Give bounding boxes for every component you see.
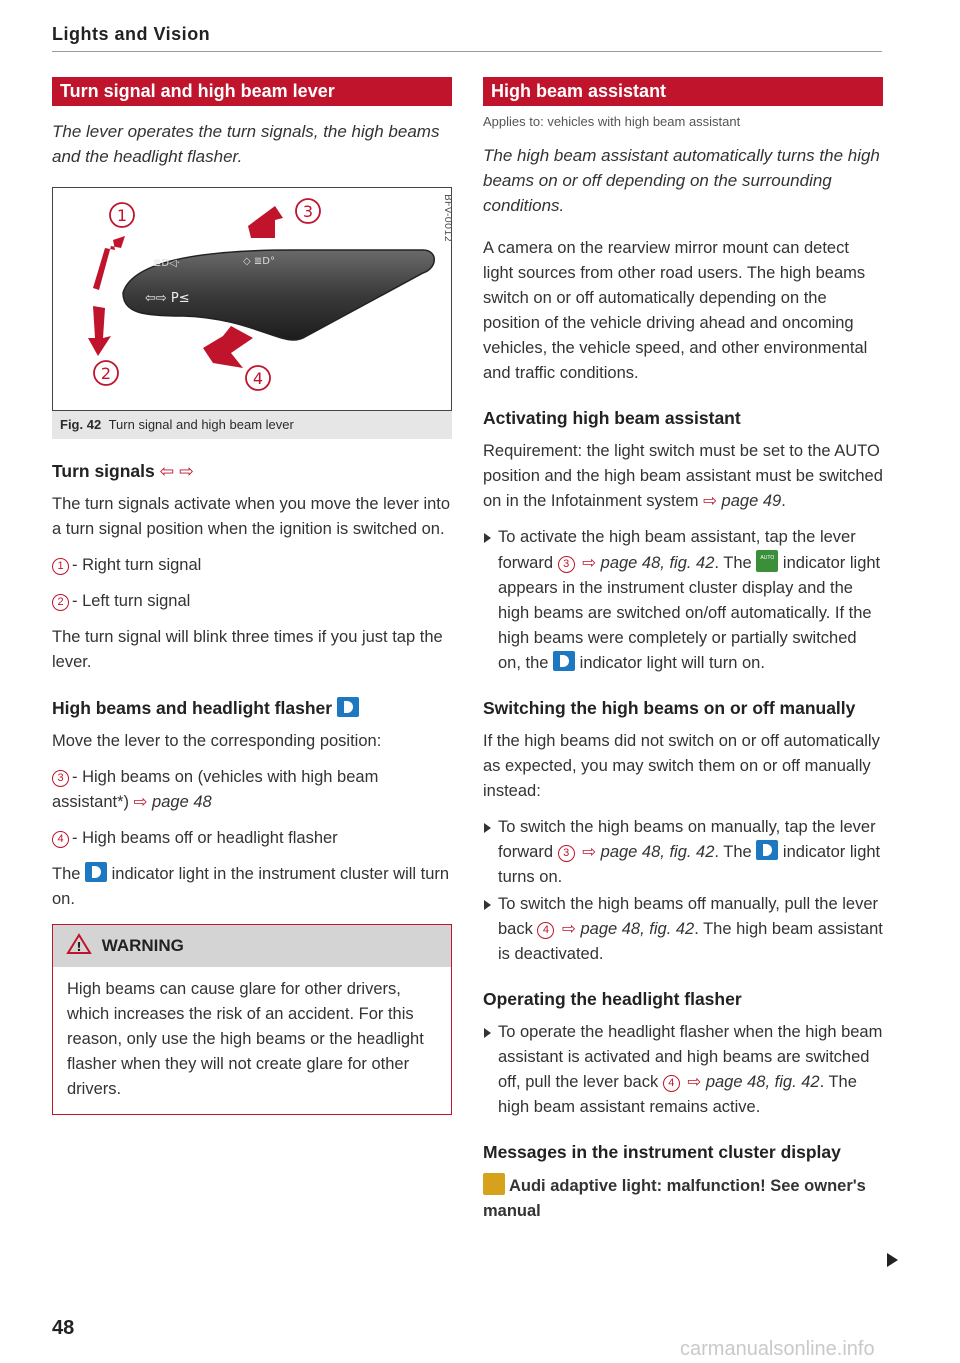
high-beam-indicator-icon xyxy=(553,651,575,671)
page-link[interactable]: ⇨ page 48, fig. 42 xyxy=(687,1073,820,1091)
item-right-turn: 1 - Right turn signal xyxy=(52,553,452,578)
right-section-banner: High beam assistant xyxy=(483,77,883,106)
section-title: Lights and Vision xyxy=(52,24,211,44)
callout-ref-3: 3 xyxy=(558,556,575,573)
svg-text:!: ! xyxy=(76,940,82,954)
high-beam-indicator-icon xyxy=(85,862,107,882)
figure-number: Fig. 42 xyxy=(60,417,102,432)
heading-flasher: Operating the headlight flasher xyxy=(483,989,742,1009)
svg-text:3: 3 xyxy=(302,202,314,221)
right-column xyxy=(483,77,883,1235)
adaptive-light-malfunction-icon xyxy=(483,1173,505,1195)
high-beam-indicator-icon xyxy=(337,697,359,717)
arrow-down-right xyxy=(203,326,253,368)
lever-illustration xyxy=(53,188,451,410)
page-link[interactable]: ⇨ page 48, fig. 42 xyxy=(562,920,695,938)
arrow-up-left xyxy=(93,236,125,290)
continue-arrow-icon xyxy=(887,1253,898,1267)
svg-text:1: 1 xyxy=(116,206,128,225)
arrow-down-left xyxy=(88,306,111,356)
item-left-turn: 2 - Left turn signal xyxy=(52,589,452,614)
page-link[interactable]: ⇨ page 49 xyxy=(703,492,782,510)
warning-box xyxy=(52,924,452,1115)
manual-off-step: To switch the high beams off manually, pull the lever back 4 ⇨ page 48, fig. 42. The high beam assistant is deactivated. xyxy=(483,892,883,967)
figure-caption-text: Turn signal and high beam lever xyxy=(108,417,294,432)
heading-turn-signals: Turn signals ⇦ ⇨ xyxy=(52,461,194,481)
callout-ref-1: 1 xyxy=(52,558,69,575)
callout-4 xyxy=(246,366,270,390)
page-link[interactable]: ⇨ page 48 xyxy=(133,793,212,811)
turn-signals-para2: The turn signal will blink three times if you just tap the lever. xyxy=(52,628,443,671)
callout-3 xyxy=(296,199,320,223)
page-number: 48 xyxy=(52,1317,75,1339)
item-high-beams-off: 4 - High beams off or headlight flasher xyxy=(52,826,452,851)
warning-header xyxy=(53,925,451,967)
manual-para: If the high beams did not switch on or off automatically as expected, you may switch them on or off manually instead: xyxy=(483,732,880,800)
callout-ref-3: 3 xyxy=(52,770,69,787)
figure-caption xyxy=(52,411,452,439)
page-link[interactable]: ⇨ page 48, fig. 42 xyxy=(582,554,715,572)
lever-symbol-top: ≣D◁· xyxy=(153,258,180,269)
turn-signal-icon: ⇦ ⇨ xyxy=(159,461,194,481)
arrow-up-right xyxy=(248,206,283,238)
applies-to: Applies to: vehicles with high beam assistant xyxy=(483,114,741,129)
warning-title: WARNING xyxy=(101,936,184,955)
callout-ref-2: 2 xyxy=(52,594,69,611)
left-column xyxy=(52,77,452,1115)
message-item: Audi adaptive light: malfunction! See owner's manual xyxy=(483,1173,883,1224)
callout-ref-4: 4 xyxy=(537,922,554,939)
turn-signals-para: The turn signals activate when you move the lever into a turn signal position when the ignition is switched on. xyxy=(52,495,451,538)
activate-step: To activate the high beam assistant, tap the lever forward 3 ⇨ page 48, fig. 42. The AUTO indicator light appears in the instrument cluster display and the high beams are switched on/off automatically. If the high beams were completely or partially switched on, the indicator light will turn on. xyxy=(483,525,883,676)
high-beams-para: Move the lever to the corresponding position: xyxy=(52,732,382,750)
requirement-para: Requirement: the light switch must be set to the AUTO position and the high beam assistant must be switched on in the Infotainment system ⇨ page 49. xyxy=(483,442,883,510)
callout-2 xyxy=(94,361,118,385)
callout-ref-4: 4 xyxy=(663,1075,680,1092)
heading-messages: Messages in the instrument cluster display xyxy=(483,1142,841,1162)
callout-ref-4: 4 xyxy=(52,831,69,848)
right-intro: The high beam assistant automatically turns the high beams on or off depending on the surrounding conditions. xyxy=(483,146,880,215)
callout-1 xyxy=(110,203,134,227)
camera-para: A camera on the rearview mirror mount can detect light sources from other road users. The high beams switch on or off automatically depending on the position of the vehicle driving ahead and oncoming vehicles, the vehicle speed, and other environmental and traffic conditions. xyxy=(483,239,868,382)
heading-manual: Switching the high beams on or off manually xyxy=(483,698,856,718)
watermark: carmanualsonline.info xyxy=(680,1338,875,1360)
svg-text:4: 4 xyxy=(252,369,264,388)
left-section-banner: Turn signal and high beam lever xyxy=(52,77,452,106)
svg-text:2: 2 xyxy=(100,364,112,383)
lever-turn-symbols: ⇦⇨ P≤ xyxy=(145,291,190,306)
left-intro: The lever operates the turn signals, the high beams and the headlight flasher. xyxy=(52,122,440,166)
heading-high-beams: High beams and headlight flasher xyxy=(52,697,452,719)
callout-ref-3: 3 xyxy=(558,845,575,862)
page-link[interactable]: ⇨ page 48, fig. 42 xyxy=(582,843,715,861)
flasher-step: To operate the headlight flasher when the high beam assistant is activated and high beams are switched off, pull the lever back 4 ⇨ page 48, fig. 42. The high beam assistant remains active. xyxy=(483,1020,883,1120)
page-header xyxy=(52,24,882,52)
high-beam-assist-indicator-icon xyxy=(756,550,778,572)
figure-id-label: BFV-0012 xyxy=(442,194,453,242)
item-high-beams-on: 3 - High beams on (vehicles with high beam assistant*) ⇨ page 48 xyxy=(52,768,379,811)
lever-symbol-right: ◇ ≣D° xyxy=(243,256,275,267)
high-beams-para2: The indicator light in the instrument cluster will turn on. xyxy=(52,862,452,912)
manual-on-step: To switch the high beams on manually, tap the lever forward 3 ⇨ page 48, fig. 42. The indicator light turns on. xyxy=(483,815,883,890)
warning-triangle-icon xyxy=(67,934,91,954)
lever-figure xyxy=(52,187,452,411)
warning-text: High beams can cause glare for other drivers, which increases the risk of an accident. For this reason, only use the high beams or the headlight flasher when they will not create glare for other drivers. xyxy=(67,980,424,1098)
high-beam-indicator-icon xyxy=(756,840,778,860)
heading-activating: Activating high beam assistant xyxy=(483,408,741,428)
